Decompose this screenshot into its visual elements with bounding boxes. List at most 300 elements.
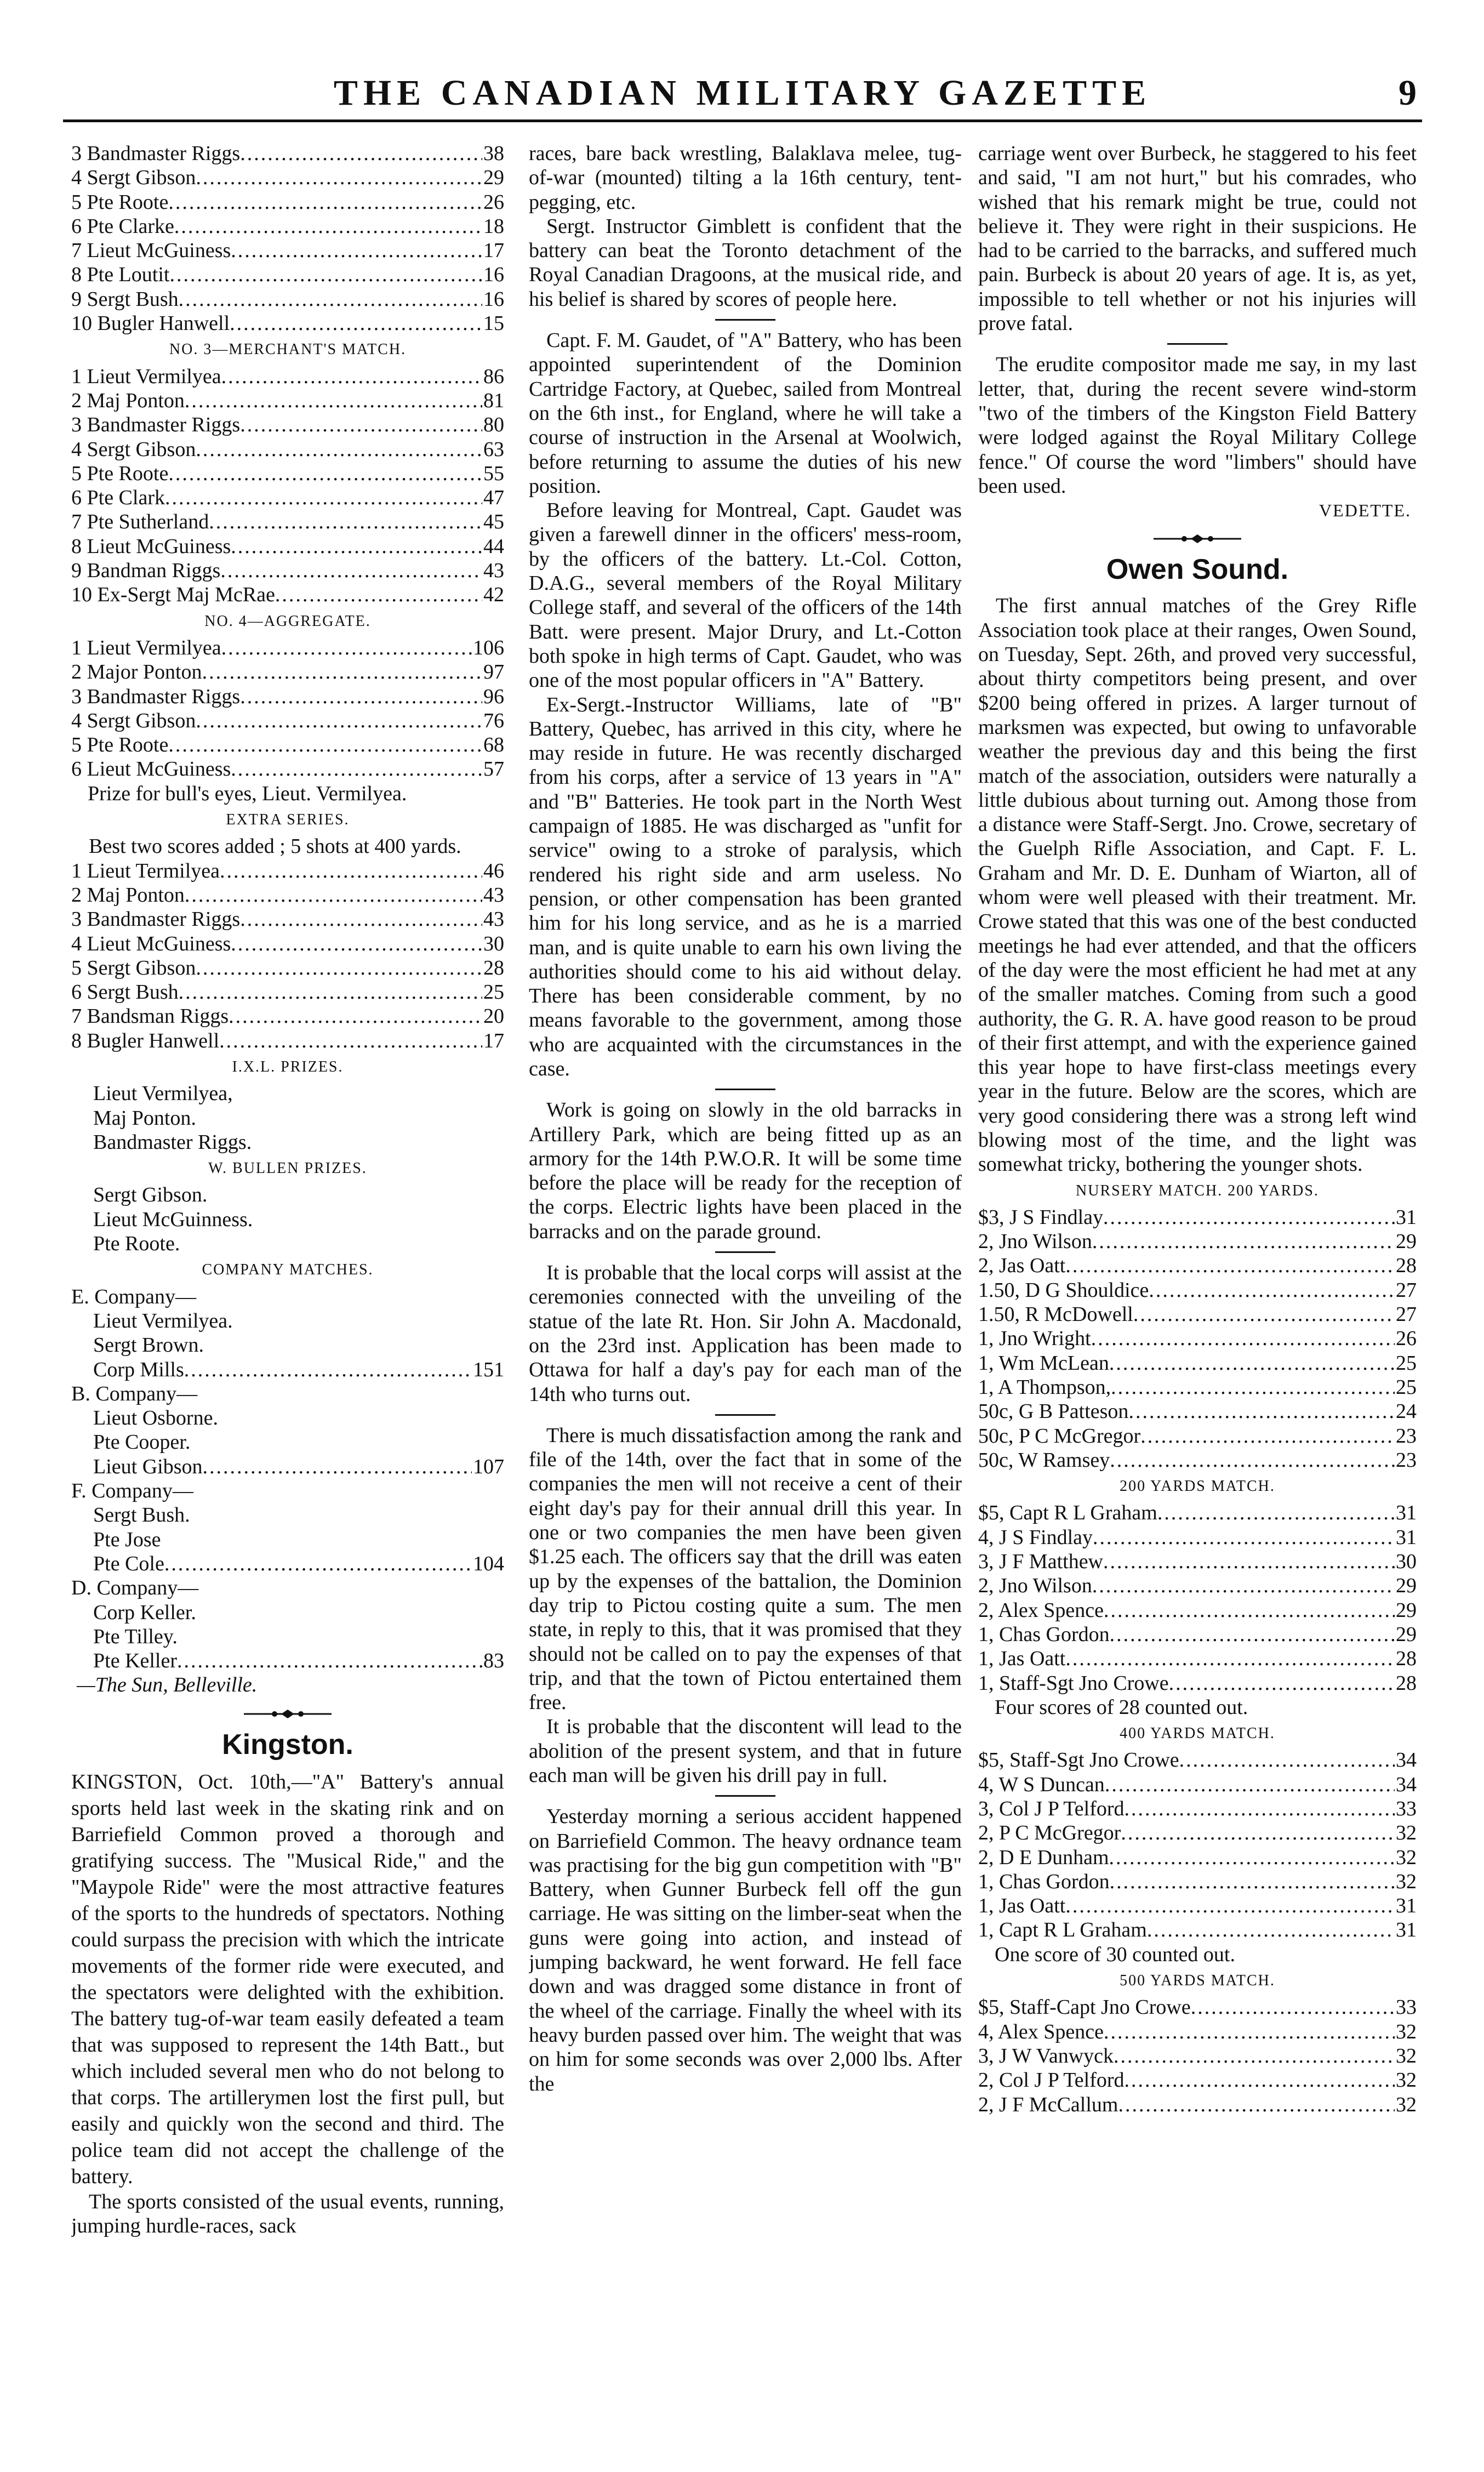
section-heading-ixl: I.X.L. PRIZES. [232,1058,344,1075]
dot-leader [168,190,482,214]
competitor-name: 3 Bandmaster Riggs [71,908,241,931]
company-score: 151 [473,1358,504,1381]
competitor-name: 5 Pte Roote [71,190,169,214]
score-value: 31 [1396,1894,1417,1918]
score-row [978,1501,1417,1525]
score-row [71,1004,504,1028]
score-value: 25 [1396,1351,1417,1375]
score-row [978,1773,1417,1797]
competitor-name: 4, Alex Spence [978,2020,1104,2043]
section-heading-500-yards: 500 YARDS MATCH. [1120,1972,1275,1990]
company-score: 104 [473,1552,504,1575]
competitor-name: 10 Ex-Sergt Maj McRae [71,583,275,607]
score-row [978,1448,1417,1472]
score-value: 106 [473,636,504,659]
score-row [978,1351,1417,1375]
score-row [71,980,504,1004]
company-name: F. Company— [71,1479,193,1503]
score-value: 29 [1396,1230,1417,1254]
score-value: 38 [483,142,504,165]
company-f [71,1479,504,1576]
score-row [978,1870,1417,1894]
score-row [978,2020,1417,2044]
competitor-name: $5, Staff-Sgt Jno Crowe [978,1748,1179,1772]
dot-leader [1125,1797,1395,1821]
competitor-name: 4 Lieut McGuiness [71,932,231,955]
section-ornament-icon [1154,533,1241,544]
competitor-name: 3, Col J P Telford [978,1797,1125,1820]
competitor-name: 2, J F McCallum [978,2093,1118,2116]
section-heading-400-yards: 400 YARDS MATCH. [1120,1725,1275,1742]
score-row [978,1797,1417,1821]
score-row [978,1647,1417,1671]
page-header [63,71,1422,115]
score-value: 27 [1396,1303,1417,1326]
dot-leader [240,413,482,437]
competitor-name: 9 Bandman Riggs [71,559,221,583]
score-row [71,389,504,413]
score-row [978,1748,1417,1772]
column-2 [529,141,962,2454]
score-note: One score of 30 counted out. [995,1943,1235,1966]
signature: VEDETTE. [1319,500,1411,521]
score-value: 57 [483,757,504,781]
score-row [71,685,504,709]
article-paragraph: Ex-Sergt.-Instructor Williams, late of "B" Battery, Quebec, has arrived in this city, where he may reside in future. He was recently discharged from his corps, after a service of 13 years in "A" and "B" Batteries. He took part in the North West campaign of 1885. He was discharged as "unfit for service" owing to a stroke of paralysis, which rendered his right side and arm useless. No pension, or other compensation has been granted him for his long service, and as he is a married man, and is quite unable to earn his own living the authorities should come to his aid without delay. There has been considerable comment, by no means favorable to the government, among those who are acquainted with the circumstances in the case. [529,693,962,1080]
score-list [978,1501,1417,1695]
score-row [978,2093,1417,2117]
score-value: 29 [1396,1574,1417,1598]
competitor-name: 5 Pte Roote [71,733,169,757]
dot-leader [1065,1894,1395,1918]
score-value: 26 [1396,1327,1417,1351]
member: Pte Cole [93,1552,164,1575]
competitor-name: 2 Maj Ponton [71,389,185,412]
competitor-name: 50c, G B Patteson [978,1400,1129,1423]
score-value: 32 [1396,2093,1417,2116]
company-name: B. Company— [71,1382,198,1405]
competitor-name: 1 Lieut Termilyea [71,859,220,882]
score-value: 31 [1396,1918,1417,1942]
dot-leader [1169,1671,1395,1695]
competitor-name: 8 Pte Loutit [71,263,170,287]
score-row [978,1229,1417,1254]
score-value: 81 [483,389,504,412]
page-number: 9 [1399,73,1417,113]
dot-leader [202,1455,472,1479]
divider [715,1795,775,1797]
score-value: 17 [483,239,504,263]
competitor-name: 2, Jas Oatt [978,1254,1066,1278]
score-row [978,1424,1417,1448]
prize-winner: Lieut Vermilyea, [93,1082,233,1106]
score-value: 46 [483,859,504,882]
competitor-name: 2, Jno Wilson [978,1230,1092,1254]
competitor-name: 9 Sergt Bush [71,287,179,311]
header-rule [63,119,1422,122]
score-row [71,757,504,781]
score-row [71,583,504,607]
score-value: 29 [483,166,504,190]
score-value: 55 [483,462,504,485]
competitor-name: 1, Chas Gordon [978,1622,1110,1646]
score-row [71,462,504,486]
competitor-name: 2, Jno Wilson [978,1574,1092,1598]
score-row [71,636,504,660]
dot-leader [231,534,482,559]
score-value: 23 [1396,1424,1417,1448]
score-row [71,486,504,510]
competitor-name: 4 Sergt Gibson [71,437,196,461]
score-row [71,413,504,437]
score-row [71,311,504,335]
score-value: 17 [483,1029,504,1052]
score-list [71,859,504,1053]
competitor-name: 2, Col J P Telford [978,2069,1125,2092]
competitor-name: 6 Sergt Bush [71,981,179,1004]
score-value: 32 [1396,2044,1417,2067]
section-heading-extra: EXTRA SERIES. [226,811,350,829]
section-heading-merchants: NO. 3—MERCHANT'S MATCH. [169,341,407,358]
score-row [978,2044,1417,2068]
score-value: 32 [1396,1870,1417,1893]
dot-leader [209,510,482,534]
score-list [71,636,504,782]
score-row [71,238,504,263]
competitor-name: 3, J W Vanwyck [978,2044,1114,2067]
dot-leader [1065,1647,1395,1671]
score-value: 68 [483,733,504,757]
dot-leader [165,486,482,510]
score-value: 26 [483,190,504,214]
score-value: 15 [483,312,504,335]
score-value: 28 [1396,1647,1417,1671]
competitor-name: 4, W S Duncan [978,1773,1105,1796]
score-row [978,1894,1417,1918]
divider [715,1089,775,1090]
column-3 [978,141,1417,2454]
competitor-name: 10 Bugler Hanwell [71,312,230,335]
dot-leader [1109,1351,1395,1375]
score-value: 86 [483,364,504,388]
dot-leader [221,364,482,389]
article-paragraph: The erudite compositor made me say, in my last letter, that, during the recent severe wind-storm "two of the timbers of the Kingston Field Battery were lodged against the Royal Military College fence." Of course the word "limbers" should have been used. [978,353,1417,498]
competitor-name: 7 Pte Sutherland [71,510,209,534]
dot-leader [196,166,482,190]
score-row [71,907,504,931]
company-total-row [71,1358,504,1382]
competitor-name: 8 Bugler Hanwell [71,1029,220,1052]
score-row [978,1302,1417,1326]
section-heading-company: COMPANY MATCHES. [202,1261,374,1279]
score-row [978,1846,1417,1870]
source-credit: —The Sun, Belleville. [77,1673,258,1697]
dot-leader [229,1004,482,1028]
article-paragraph: It is probable that the discontent will lead to the abolition of the present system, and that in future each man will be given his drill pay in full. [529,1715,962,1787]
score-value: 44 [483,534,504,558]
competitor-name: 3 Bandmaster Riggs [71,685,241,708]
score-value: 47 [483,486,504,510]
score-value: 29 [1396,1622,1417,1646]
score-row [978,1671,1417,1695]
section-ornament-icon [244,1708,332,1719]
prize-winner: Pte Roote. [93,1232,180,1256]
score-list [978,1205,1417,1472]
competitor-name: 2, P C McGregor [978,1821,1121,1845]
dot-leader [1118,2093,1395,2117]
score-row [71,883,504,907]
dot-leader [230,311,482,335]
section-heading-bullen: W. BULLEN PRIZES. [208,1160,367,1177]
dot-leader [1092,1229,1395,1254]
competitor-name: 1.50, D G Shouldice [978,1278,1149,1302]
score-value: 23 [1396,1448,1417,1472]
score-value: 45 [483,510,504,534]
dot-leader [231,932,482,956]
kingston-article-body: KINGSTON, Oct. 10th,—"A" Battery's annual sports held last week in the skating rink and on Barriefield Common proved a thorough and gratifying success. The "Musical Ride," and the "Maypole Ride" were the most attractive features of the sports to the hundreds of spectators. Nothing could surpass the precision with which the intricate movements of the former ride were executed, and the spectators were delighted with the exhibition. The battery tug-of-war team easily defeated a team that was supposed to represent the 14th Batt., but which included several men who do not belong to that corps. The artillerymen lost the first pull, but easily and quickly won the second and third. The police team did not accept the challenge of the battery. [71,1770,504,2188]
competitor-name: 1, A Thompson, [978,1375,1111,1399]
score-value: 34 [1396,1748,1417,1772]
dot-leader [174,214,482,238]
score-row [71,660,504,684]
score-value: 28 [483,956,504,979]
score-row [978,1205,1417,1229]
dot-leader [179,287,482,311]
competitor-name: 6 Lieut McGuiness [71,757,231,781]
dot-leader [168,462,482,486]
publication-title: THE CANADIAN MILITARY GAZETTE [333,73,1152,113]
score-value: 16 [483,287,504,311]
competitor-name: 1, Jas Oatt [978,1647,1066,1671]
dot-leader [1105,1773,1395,1797]
score-value: 28 [1396,1254,1417,1278]
dot-leader [185,883,482,907]
member: Sergt Bush. [93,1503,190,1527]
competitor-name: 3, J F Matthew [978,1550,1103,1574]
article-paragraph: Sergt. Instructor Gimblett is confident that the battery can beat the Toronto detachment of the Royal Canadian Dragoons, at the musical ride, and his belief is shared by scores of people here. [529,214,962,311]
score-row [71,534,504,559]
score-value: 16 [483,263,504,287]
dot-leader [240,685,482,709]
score-value: 80 [483,413,504,437]
score-row [71,709,504,733]
competitor-name: 7 Lieut McGuiness [71,239,231,263]
score-row [978,1326,1417,1351]
score-value: 96 [483,685,504,708]
score-row [978,1622,1417,1647]
competitor-name: 2, D E Dunham [978,1846,1109,1869]
score-row [978,1995,1417,2019]
dot-leader [1109,1846,1395,1870]
score-row [71,190,504,214]
member: Pte Tilley. [93,1625,178,1648]
member: Pte Jose [93,1528,161,1551]
score-list [978,1995,1417,2116]
score-row [978,1821,1417,1845]
dot-leader [1179,1748,1395,1772]
competitor-name: 1, Staff-Sgt Jno Crowe [978,1671,1169,1695]
prize-winner: Lieut McGuinness. [93,1207,253,1231]
score-value: 97 [483,660,504,684]
score-row [71,559,504,583]
dot-leader [177,1649,482,1673]
score-row [978,1550,1417,1574]
kingston-article-body: The sports consisted of the usual events, running, jumping hurdle-races, sack [71,2190,504,2237]
score-row [71,956,504,980]
score-value: 28 [1396,1671,1417,1695]
competitor-name: 6 Pte Clarke [71,214,174,238]
section-title-kingston: Kingston. [222,1728,353,1761]
dot-leader [1128,1399,1395,1423]
competitor-name: $3, J S Findlay [978,1205,1104,1229]
score-row [71,141,504,166]
dot-leader [1104,1598,1395,1622]
prize-winner: Bandmaster Riggs. [93,1130,252,1154]
score-value: 20 [483,1005,504,1028]
score-row [71,287,504,311]
dot-leader [1140,1424,1395,1448]
section-heading-200-yards: 200 YARDS MATCH. [1120,1478,1275,1495]
dot-leader [219,1029,482,1053]
score-value: 43 [483,883,504,907]
score-value: 43 [483,908,504,931]
competitor-name: $5, Capt R L Graham [978,1501,1157,1525]
divider [715,1414,775,1416]
competitor-name: 1, Wm McLean [978,1351,1109,1375]
dot-leader [196,437,482,462]
article-paragraph: races, bare back wrestling, Balaklava melee, tug-of-war (mounted) tilting a la 16th century, tent-pegging, etc. [529,142,962,214]
score-value: 32 [1396,1846,1417,1869]
score-value: 43 [483,559,504,583]
dot-leader [220,559,482,583]
section-title-owen-sound: Owen Sound. [1106,554,1289,586]
divider [1167,343,1228,345]
section-heading-nursery: NURSERY MATCH. 200 YARDS. [1076,1182,1319,1199]
competitor-name: 1 Lieut Vermilyea [71,636,221,659]
competitor-name: 3 Bandmaster Riggs [71,413,241,437]
dot-leader [184,1358,472,1382]
score-value: 34 [1396,1773,1417,1796]
member: Pte Keller [93,1649,178,1673]
score-row [978,1254,1417,1278]
score-value: 31 [1396,1501,1417,1525]
article-paragraph: There is much dissatisfaction among the rank and file of the 14th, over the fact that in some of the companies the men will not receive a cent of their eight day's pay for their annual drill this year. In one or two companies the men have been given $1.25 each. The officers say that the drill was eaten up by the expenses of the battalion, the Dominion day trip to Pictou costing quite a sum. The men state, in reply to this, that it was promised that they should not be called on to pay the expenses of that trip, and that the town of Pictou entertained them free. [529,1423,962,1715]
dot-leader [1091,1326,1395,1351]
score-row [71,437,504,462]
score-value: 33 [1396,1996,1417,2019]
dot-leader [1121,1821,1395,1845]
company-b [71,1382,504,1479]
competitor-name: 2, Alex Spence [978,1598,1104,1622]
score-row [978,1375,1417,1399]
score-note: Four scores of 28 counted out. [995,1695,1248,1719]
dot-leader [169,263,482,287]
competitor-name: 7 Bandsman Riggs [71,1005,229,1028]
score-row [71,510,504,534]
prize-winner: Maj Ponton. [93,1106,196,1130]
divider [715,1251,775,1253]
score-value: 32 [1396,2069,1417,2092]
competitor-name: 4, J S Findlay [978,1525,1093,1549]
score-value: 32 [1396,2020,1417,2043]
score-value: 76 [483,709,504,732]
article-paragraph: Capt. F. M. Gaudet, of "A" Battery, who has been appointed superintendent of the Dominion Cartridge Factory, at Quebec, sailed from Montreal on the 6th inst., for England, where he will take a course of instruction in the Arsenal at Woolwich, before returning to assume the duties of his new position. [529,329,962,498]
competitor-name: 4 Sergt Gibson [71,709,196,732]
dot-leader [1092,1574,1395,1598]
competitor-name: 8 Lieut McGuiness [71,534,231,558]
member: Corp Mills [93,1358,184,1381]
company-total-row [71,1455,504,1479]
company-name: D. Company— [71,1576,199,1600]
score-row [978,2068,1417,2092]
company-e [71,1285,504,1382]
company-score: 107 [473,1455,504,1478]
competitor-name: 5 Sergt Gibson [71,956,196,979]
competitor-name: 5 Pte Roote [71,462,169,485]
score-row [71,859,504,883]
dot-leader [185,389,482,413]
dot-leader [1104,2020,1395,2044]
article-paragraph: Before leaving for Montreal, Capt. Gaudet was given a farewell dinner in the officers' mess-room, by the officers of the battery. Lt.-Col. Cotton, D.A.G., several members of the Royal Military College staff, and several of the officers of the 14th Batt. were present. Major Drury, and Lt.-Cotton both spoke in high terms of Capt. Gaudet, who was one of the most popular officers in "A" Battery. [529,499,962,692]
prize-winner: Sergt Gibson. [93,1183,208,1207]
score-value: 29 [1396,1598,1417,1622]
dot-leader [1110,1622,1395,1647]
competitor-name: $5, Staff-Capt Jno Crowe [978,1996,1191,2019]
competitor-name: 1.50, R McDowell [978,1303,1133,1326]
dot-leader [196,709,482,733]
score-value: 30 [1396,1550,1417,1574]
score-row [71,364,504,389]
score-row [71,932,504,956]
dot-leader [240,907,482,931]
extra-note: Best two scores added ; 5 shots at 400 yards. [89,835,461,858]
score-row [978,1598,1417,1622]
dot-leader [275,583,482,607]
competitor-name: 6 Pte Clark [71,486,165,510]
dot-leader [1114,2044,1395,2068]
company-score: 83 [483,1649,504,1673]
score-row [71,733,504,757]
member: Pte Cooper. [93,1431,191,1454]
score-value: 42 [483,583,504,607]
article-paragraph: It is probable that the local corps will assist at the ceremonies connected with the unveiling of the statue of the late Rt. Hon. Sir John A. Macdonald, on the 23rd inst. Application has been made to Ottawa for half a day's pay for each man of the 14th who turns out. [529,1261,962,1406]
score-value: 32 [1396,1821,1417,1845]
article-paragraph: Yesterday morning a serious accident happened on Barriefield Common. The heavy ordnance team was practising for the big gun competition with "B" Battery, when Gunner Burbeck fell off the gun carriage. He was sitting on the limber-seat when the guns were going into action, and instead of jumping backward, he went forward. He fell face down and was dragged some distance in front of the wheel of the carriage. Finally the wheel with its heavy burden passed over him. The weight that was on him for some seconds was over 2,000 lbs. After the [529,1805,962,2095]
score-value: 24 [1396,1400,1417,1423]
score-value: 25 [1396,1375,1417,1399]
score-row [978,1278,1417,1302]
article-paragraph: Work is going on slowly in the old barracks in Artillery Park, which are being fitted up as an armory for the 14th P.W.O.R. It will be some time before the place will be ready for the reception of the corps. Electric lights have been placed in the barracks and on the parade ground. [529,1098,962,1243]
dot-leader [168,733,482,757]
dot-leader [1191,1995,1395,2019]
score-row [978,1918,1417,1942]
score-list [71,364,504,607]
score-row [71,263,504,287]
score-row [71,1029,504,1053]
competitor-name: 3 Bandmaster Riggs [71,142,241,165]
score-value: 30 [483,932,504,955]
column-1 [71,141,504,2454]
dot-leader [1111,1375,1395,1399]
dot-leader [1147,1918,1395,1942]
score-value: 63 [483,437,504,461]
member: Lieut Gibson [93,1455,203,1478]
competitor-name: 2 Maj Ponton [71,883,185,907]
company-name: E. Company— [71,1285,196,1308]
company-total-row [71,1649,504,1673]
dot-leader [221,636,472,660]
dot-leader [1110,1448,1395,1472]
